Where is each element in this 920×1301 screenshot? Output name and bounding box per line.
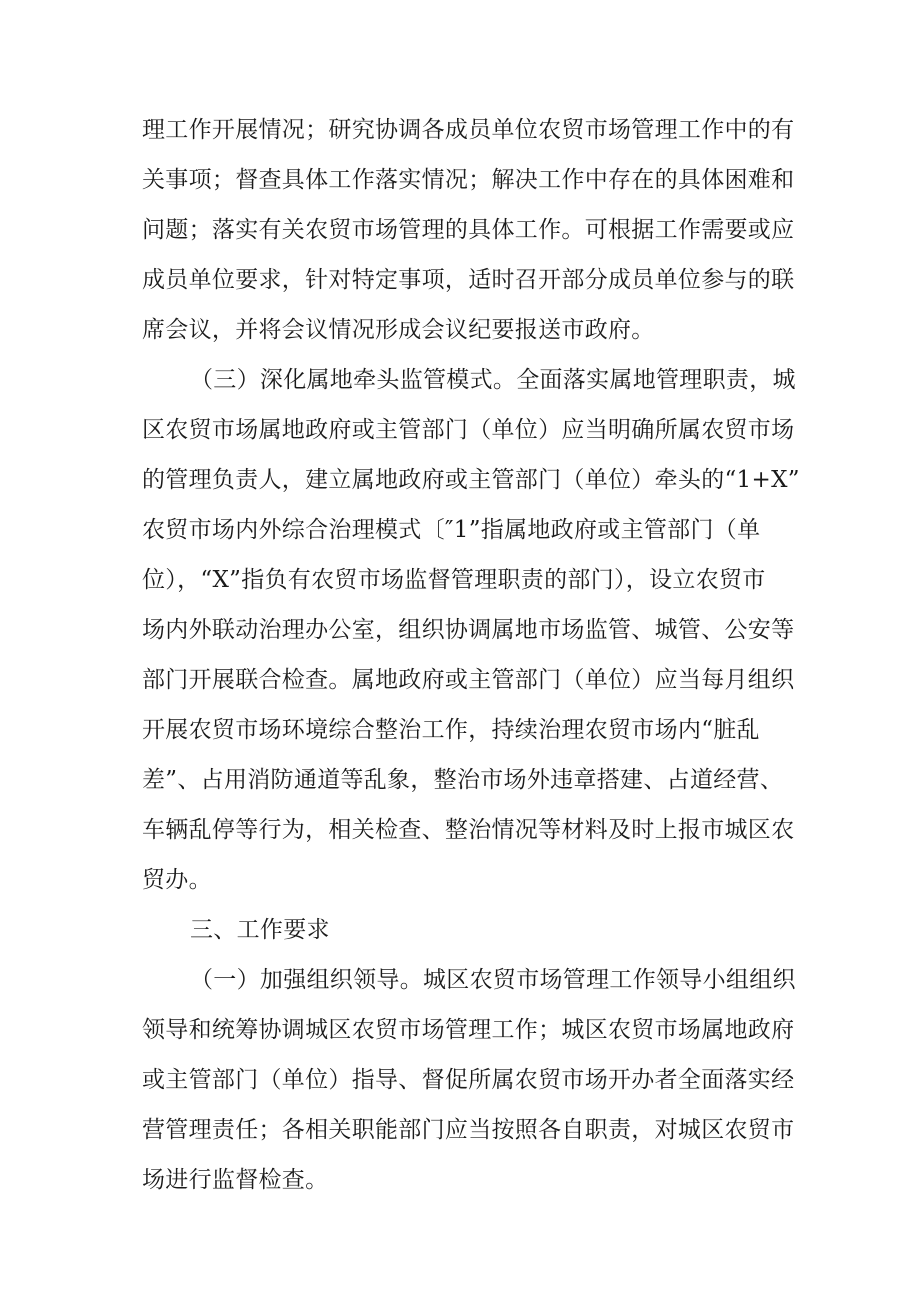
paragraph-line: 部门开展联合检查。属地政府或主管部门（单位）应当每月组织 bbox=[142, 667, 795, 693]
paragraph-line: （一）加强组织领导。城区农贸市场管理工作领导小组组织 bbox=[190, 967, 796, 993]
paragraph-line: 领导和统筹协调城区农贸市场管理工作；城区农贸市场属地政府 bbox=[142, 1017, 795, 1043]
paragraph-line: 贸办。 bbox=[142, 867, 212, 893]
paragraph-line: 场进行监督检查。 bbox=[142, 1167, 329, 1193]
paragraph-line: 差”、占用消防通道等乱象，整治市场外违章搭建、占道经营、 bbox=[142, 767, 784, 793]
section-heading: 三、工作要求 bbox=[190, 917, 330, 943]
paragraph-line: 席会议，并将会议情况形成会议纪要报送市政府。 bbox=[142, 317, 655, 343]
paragraph-line: 关事项；督查具体工作落实情况；解决工作中存在的具体困难和 bbox=[142, 167, 795, 193]
paragraph-line: 区农贸市场属地政府或主管部门（单位）应当明确所属农贸市场 bbox=[142, 417, 795, 443]
paragraph-line: 的管理负责人，建立属地政府或主管部门（单位）牵头的“1+X” bbox=[142, 467, 800, 493]
paragraph-line: 农贸市场内外综合治理模式〔″1”指属地政府或主管部门（单 bbox=[142, 517, 761, 543]
paragraph-line: （三）深化属地牵头监管模式。全面落实属地管理职责，城 bbox=[190, 367, 796, 393]
paragraph-line: 场内外联动治理办公室，组织协调属地市场监管、城管、公安等 bbox=[142, 617, 795, 643]
paragraph-line: 理工作开展情况；研究协调各成员单位农贸市场管理工作中的有 bbox=[142, 117, 795, 143]
paragraph-line: 或主管部门（单位）指导、督促所属农贸市场开办者全面落实经 bbox=[142, 1067, 795, 1093]
paragraph-line: 位），“X”指负有农贸市场监督管理职责的部门），设立农贸市 bbox=[142, 567, 766, 593]
paragraph-line: 成员单位要求，针对特定事项，适时召开部分成员单位参与的联 bbox=[142, 267, 795, 293]
paragraph-line: 开展农贸市场环境综合整治工作，持续治理农贸市场内“脏乱 bbox=[142, 717, 760, 743]
paragraph-line: 营管理责任；各相关职能部门应当按照各自职责，对城区农贸市 bbox=[142, 1117, 795, 1143]
paragraph-line: 车辆乱停等行为，相关检查、整治情况等材料及时上报市城区农 bbox=[142, 817, 795, 843]
paragraph-line: 问题；落实有关农贸市场管理的具体工作。可根据工作需要或应 bbox=[142, 217, 795, 243]
